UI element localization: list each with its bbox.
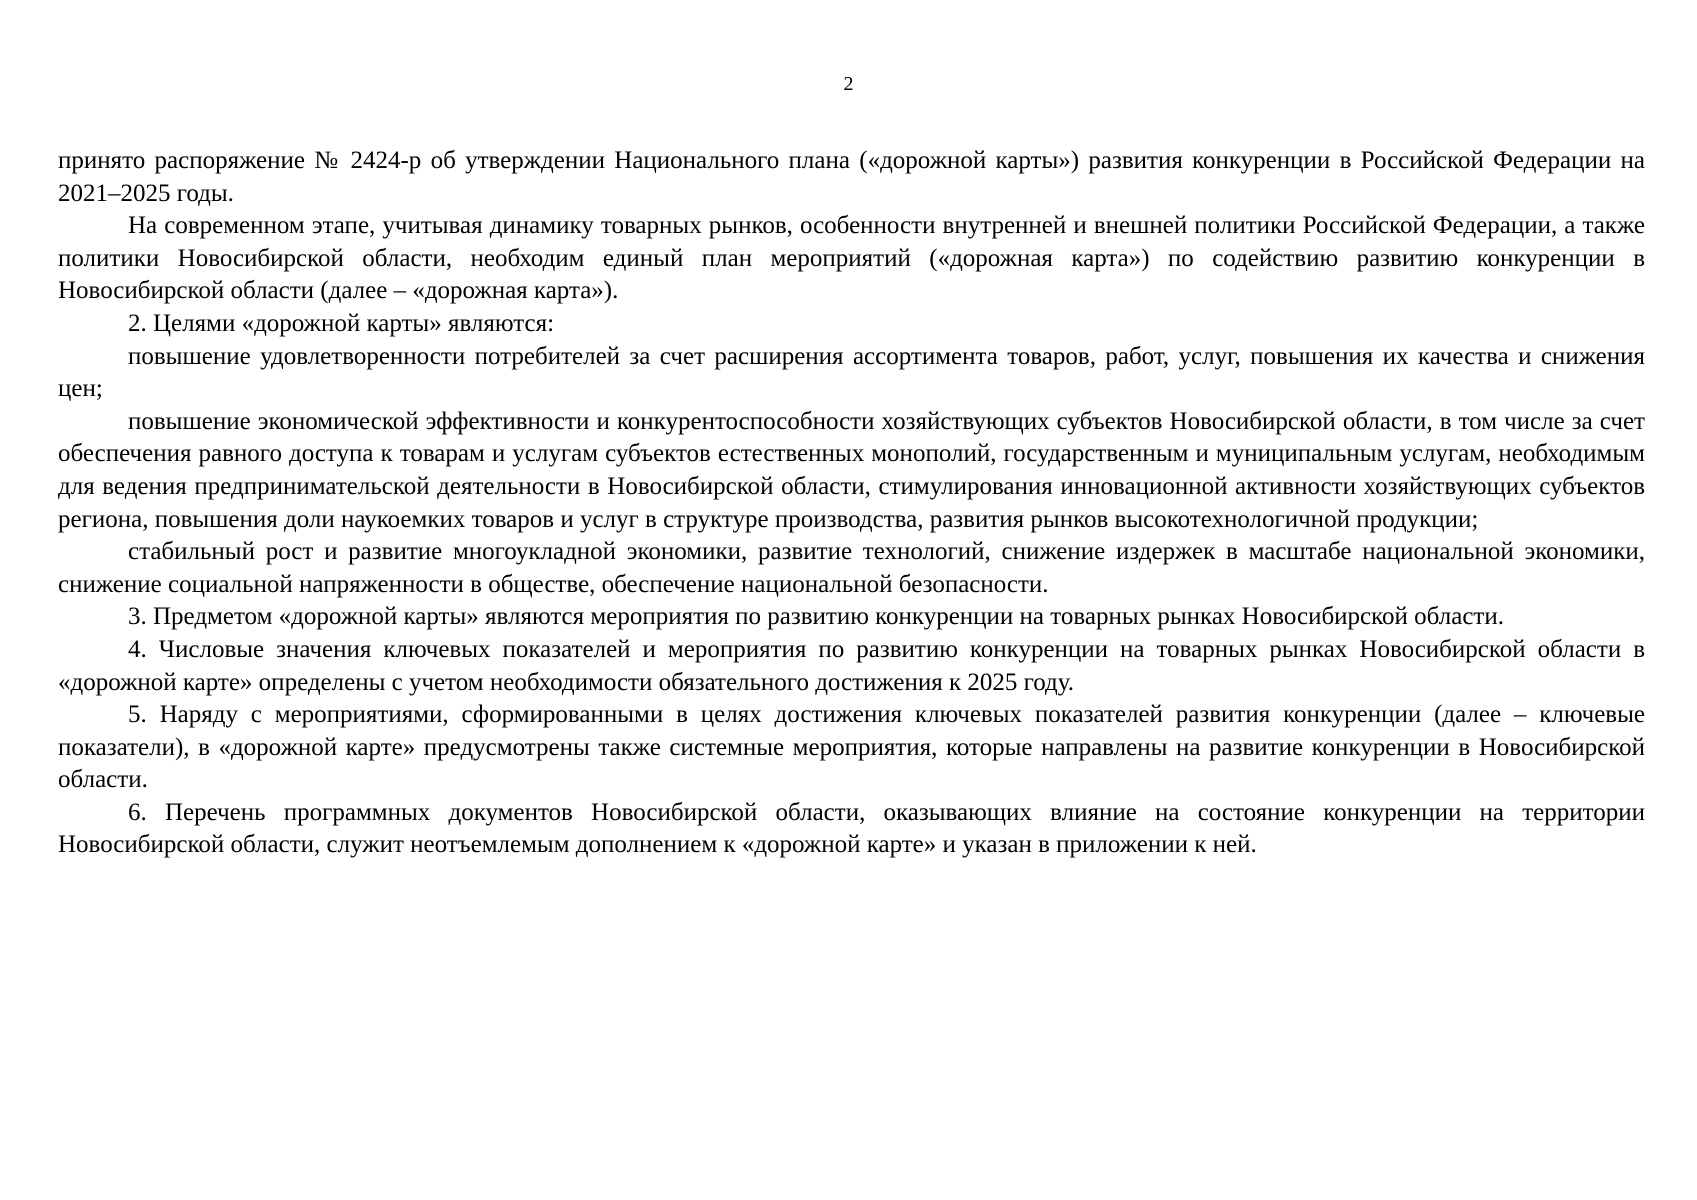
paragraph-goal-stable-growth: стабильный рост и развитие многоукладной экономики, развитие технологий, снижение издержек в масштабе национальной экономики, снижение социальной напряженности в обществе, обеспечение национальной безопасности. [58,538,1645,598]
paragraph-system-measures: 5. Наряду с мероприятиями, сформированными в целях достижения ключевых показателей развития конкуренции (далее – ключевые показатели), в «дорожной карте» предусмотрены также системные мероприятия, которые направлены на развитие конкуренции в Новосибирской области. [58,701,1645,794]
paragraph-goals-heading: 2. Целями «дорожной карты» являются: [128,309,555,337]
paragraph-key-indicators: 4. Числовые значения ключевых показателей и мероприятия по развитию конкуренции на товарных рынках Новосибирской области в «дорожной карте» определены с учетом необходимости обязательного достижения к 2025 году. [58,635,1645,696]
paragraph-continuation: принято распоряжение № 2424-р об утверждении Национального плана («дорожной карты») развития конкуренции в Российской Федерации на 2021–2025 годы. [58,147,1645,207]
paragraph-goal-consumer-satisfaction: повышение удовлетворенности потребителей за счет расширения ассортимента товаров, работ, услуг, повышения их качества и снижения цен; [58,342,1645,403]
paragraph-program-documents: 6. Перечень программных документов Новосибирской области, оказывающих влияние на состояние конкуренции на территории Новосибирской области, служит неотъемлемым дополнением к «дорожной карте» и указан в приложении к ней. [58,798,1645,859]
page-number: 2 [843,73,854,95]
document-body [58,145,1645,862]
paragraph-current-stage: На современном этапе, учитывая динамику товарных рынков, особенности внутренней и внешней политики Российской Федерации, а также политики Новосибирской области, необходим единый план мероприятий («дорожная карта») по содействию развитию конкуренции в Новосибирской области (далее – «дорожная карта»). [58,212,1645,305]
paragraph-subject: 3. Предметом «дорожной карты» являются мероприятия по развитию конкуренции на товарных рынках Новосибирской области. [128,603,1504,631]
paragraph-goal-economic-efficiency: повышение экономической эффективности и конкурентоспособности хозяйствующих субъектов Новосибирской области, в том числе за счет обеспечения равного доступа к товарам и услугам субъектов естественных монополий, государственным и муниципальным услугам, необходимым для ведения предпринимательской деятельности в Новосибирской области, стимулирования инновационной активности хозяйствующих субъектов региона, повышения доли наукоемких товаров и услуг в структуре производства, развития рынков высокотехнологичной продукции; [58,407,1645,533]
